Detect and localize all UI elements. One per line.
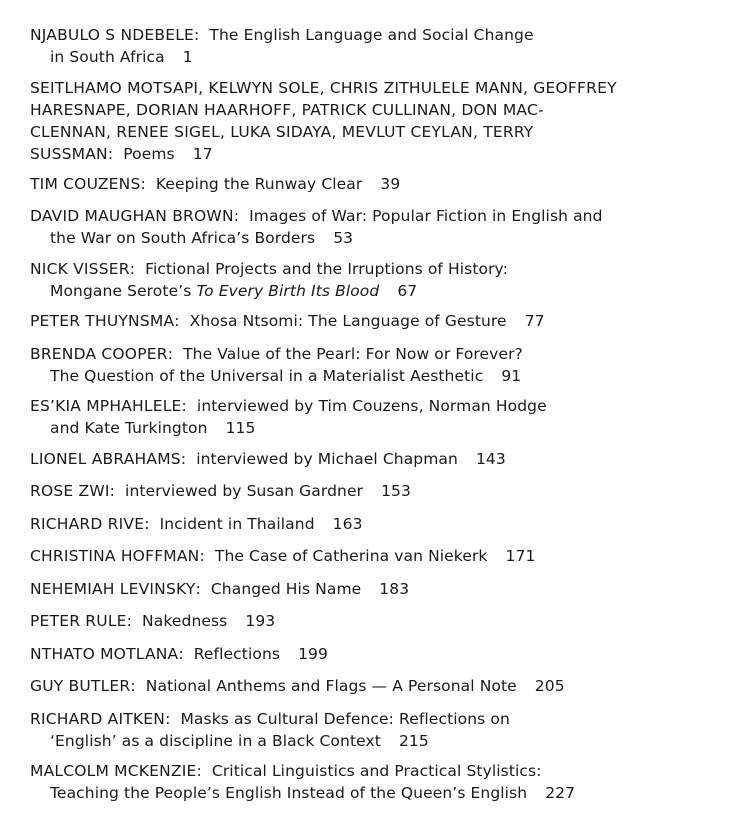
entry-page-number: 53 <box>333 229 354 247</box>
entry-page-number: 205 <box>534 677 565 695</box>
entry-author: ES’KIA MPHAHLELE <box>30 397 182 415</box>
entry-page-number: 227 <box>545 784 576 802</box>
entry-title: interviewed by Michael Chapman <box>196 449 458 468</box>
entry-title: interviewed by Tim Couzens, Norman Hodge <box>196 397 547 415</box>
toc-entry: TIM COUZENS: Keeping the Runway Clear 39 <box>30 174 401 193</box>
entry-author: PETER THUYNSMA <box>30 312 175 330</box>
toc-entry: GUY BUTLER: National Anthems and Flags — A Personal Note 205 <box>30 677 565 695</box>
entry-page-number: 143 <box>475 449 506 468</box>
entry-page-number: 199 <box>298 644 328 663</box>
entry-author: TIM COUZENS <box>30 174 141 193</box>
entry-title: National Anthems and Flags — A Personal Note <box>145 677 517 695</box>
entry-title: Critical Linguistics and Practical Stylistics: <box>211 762 542 780</box>
entry-page-number: 1 <box>182 48 193 66</box>
entry-page-number: 67 <box>397 281 418 300</box>
entry-page-number: 115 <box>225 419 256 437</box>
entry-page-number: 91 <box>501 366 522 385</box>
entry-author: NICK VISSER <box>30 259 130 278</box>
entry-author: CHRISTINA HOFFMAN <box>30 547 200 565</box>
toc-entry: CHRISTINA HOFFMAN: The Case of Catherina van Niekerk 171 <box>30 547 536 565</box>
entry-title: Incident in Thailand <box>159 514 315 533</box>
entry-title: Changed His Name <box>210 579 362 598</box>
toc-entry: NJABULO S NDEBELE: The English Language and Social Change in South Africa 1 <box>30 26 534 66</box>
entry-author: NEHEMIAH LEVINSKY <box>30 579 196 598</box>
entry-title: The Value of the Pearl: For Now or Forever? <box>183 344 523 363</box>
entry-page-number: 215 <box>398 731 429 750</box>
entry-author: LIONEL ABRAHAMS <box>30 449 181 468</box>
entry-title-italic: To Every Birth Its Blood <box>196 281 380 300</box>
toc-entry: ROSE ZWI: interviewed by Susan Gardner 153 <box>30 482 411 500</box>
entry-author: ROSE ZWI <box>30 482 110 500</box>
toc-entry: NEHEMIAH LEVINSKY: Changed His Name 183 <box>30 579 410 598</box>
entry-author: GUY BUTLER <box>30 677 131 695</box>
entry-title: Images of War: Popular Fiction in English and <box>249 207 603 225</box>
entry-title: interviewed by Susan Gardner <box>125 482 364 500</box>
toc-entry: RICHARD RIVE: Incident in Thailand 163 <box>30 514 363 533</box>
toc-entry: MALCOLM MCKENZIE: Critical Linguistics and Practical Stylistics: Teaching the People’s English Instead of the Queen’s English 227 <box>30 762 576 802</box>
toc-entry: BRENDA COOPER: The Value of the Pearl: For Now or Forever? The Question of the Universal in a Materialist Aesthetic 91 <box>30 344 523 385</box>
entry-title: Xhosa Ntsomi: The Language of Gesture <box>189 312 507 330</box>
entry-title-continued: and Kate Turkington <box>50 419 208 437</box>
entry-author: BRENDA COOPER <box>30 344 168 363</box>
toc-entry: PETER THUYNSMA: Xhosa Ntsomi: The Language of Gesture 77 <box>30 312 545 330</box>
entry-author: PETER RULE <box>30 612 127 630</box>
entry-title: Keeping the Runway Clear <box>155 174 363 193</box>
entry-page-number: 39 <box>380 174 401 193</box>
entry-author: MALCOLM MCKENZIE <box>30 762 197 780</box>
entry-page-number: 183 <box>379 579 410 598</box>
toc-entry: NICK VISSER: Fictional Projects and the Irruptions of History: Mongane Serote’s To Every Birth Its Blood 67 <box>30 259 509 300</box>
entry-page-number: 193 <box>245 612 276 630</box>
entry-author: RICHARD RIVE <box>30 514 145 533</box>
entry-title: Poems <box>123 144 175 163</box>
entry-authors: SEITLHAMO MOTSAPI, KELWYN SOLE, CHRIS ZITHULELE MANN, GEOFFREY <box>30 78 617 97</box>
entry-page-number: 17 <box>192 144 213 163</box>
entry-title-continued: Teaching the People’s English Instead of the Queen’s English <box>50 784 528 802</box>
entry-author: NJABULO S NDEBELE <box>30 26 195 44</box>
entry-title-continued: Mongane Serote’s <box>50 281 192 300</box>
entry-title: The Case of Catherina van Niekerk <box>214 547 488 565</box>
entry-title: Reflections <box>193 644 281 663</box>
toc-entry: PETER RULE: Nakedness 193 <box>30 612 276 630</box>
toc-entry: ES’KIA MPHAHLELE: interviewed by Tim Couzens, Norman Hodge and Kate Turkington 115 <box>30 397 547 437</box>
entry-title: The English Language and Social Change <box>209 26 534 44</box>
entry-page-number: 163 <box>332 514 363 533</box>
entry-title-continued: in South Africa <box>50 48 165 66</box>
entry-authors: CLENNAN, RENEE SIGEL, LUKA SIDAYA, MEVLUT CEYLAN, TERRY <box>30 122 534 141</box>
entry-title-continued: The Question of the Universal in a Materialist Aesthetic <box>50 366 484 385</box>
entry-title: Nakedness <box>142 612 228 630</box>
entry-author: DAVID MAUGHAN BROWN <box>30 207 234 225</box>
entry-authors: SUSSMAN <box>30 144 108 163</box>
entry-author: NTHATO MOTLANA <box>30 644 179 663</box>
toc-entry: LIONEL ABRAHAMS: interviewed by Michael Chapman 143 <box>30 449 506 468</box>
toc-entry: SEITLHAMO MOTSAPI, KELWYN SOLE, CHRIS ZITHULELE MANN, GEOFFREY HARESNAPE, DORIAN HAARHOFF, PATRICK CULLINAN, DON MAC- CLENNAN, RENEE SIGEL, LUKA SIDAYA, MEVLUT CEYLAN, TERRY SUSSMAN: Poems 17 <box>30 78 617 163</box>
toc-entry: DAVID MAUGHAN BROWN: Images of War: Popular Fiction in English and the War on South Africa’s Borders 53 <box>30 207 603 247</box>
toc-entry: RICHARD AITKEN: Masks as Cultural Defence: Reflections on ‘English’ as a discipline in a Black Context 215 <box>30 709 510 750</box>
entry-title: Fictional Projects and the Irruptions of History: <box>145 259 509 278</box>
toc-entry: NTHATO MOTLANA: Reflections 199 <box>30 644 328 663</box>
table-of-contents <box>30 24 720 813</box>
entry-author: RICHARD AITKEN <box>30 709 166 728</box>
entry-title: Masks as Cultural Defence: Reflections on <box>180 709 510 728</box>
entry-page-number: 77 <box>524 312 545 330</box>
entry-page-number: 153 <box>381 482 411 500</box>
entry-authors: HARESNAPE, DORIAN HAARHOFF, PATRICK CULLINAN, DON MAC- <box>30 100 544 119</box>
entry-page-number: 171 <box>505 547 536 565</box>
entry-title-continued: ‘English’ as a discipline in a Black Context <box>50 731 381 750</box>
entry-title-continued: the War on South Africa’s Borders <box>50 229 316 247</box>
